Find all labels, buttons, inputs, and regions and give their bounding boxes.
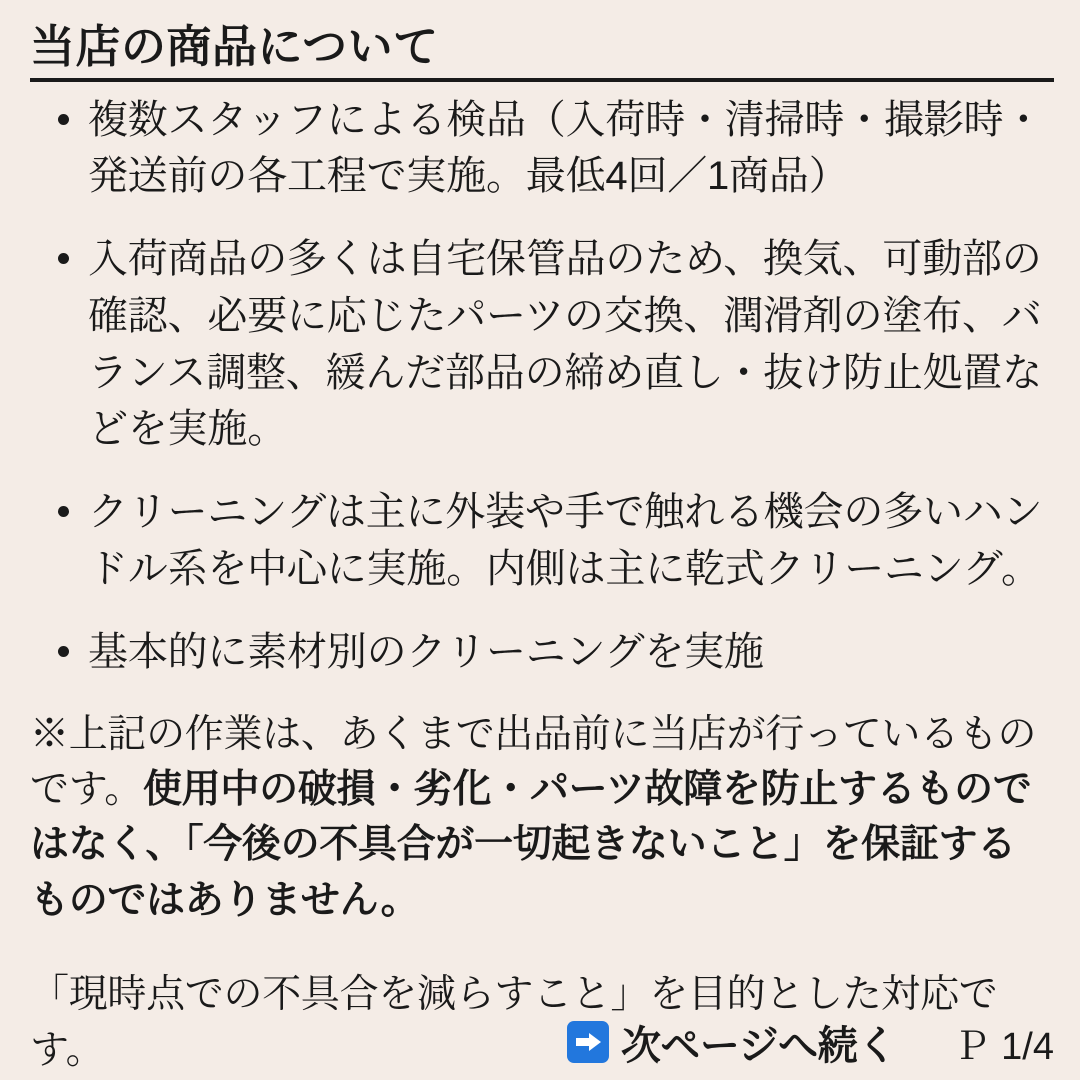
bullet-dot-icon	[58, 253, 69, 264]
list-item	[30, 92, 1054, 206]
arrow-right-icon	[567, 1021, 609, 1063]
disclaimer-paragraph	[30, 707, 1054, 929]
list-item-text: 複数スタッフによる検品（入荷時・清掃時・撮影時・発送前の各工程で実施。最低4回／1商品）	[88, 97, 1044, 199]
disclaimer-tail: 「現時点での不具合を減らすこと」を目的とした対応です。	[30, 973, 998, 1072]
next-page-indicator	[567, 1014, 897, 1071]
list-item	[30, 484, 1054, 598]
list-item	[30, 231, 1054, 458]
next-page-label: 次ページへ続く	[620, 1023, 897, 1068]
bullet-dot-icon	[58, 646, 69, 657]
page-footer	[0, 1010, 1080, 1074]
list-item	[30, 624, 1054, 681]
list-item-text: 入荷商品の多くは自宅保管品のため、換気、可動部の確認、必要に応じたパーツの交換、潤滑剤の塗布、バランス調整、緩んだ部品の締め直し・抜け防止処置などを実施。	[88, 237, 1042, 452]
bullet-dot-icon	[58, 114, 69, 125]
bullet-dot-icon	[58, 506, 69, 517]
list-item-text: 基本的に素材別のクリーニングを実施	[88, 629, 764, 674]
bullet-list	[30, 92, 1054, 681]
list-item-text: クリーニングは主に外装や手で触れる機会の多いハンドル系を中心に実施。内側は主に乾式クリーニング。	[88, 490, 1043, 592]
page-title: 当店の商品について	[30, 22, 1054, 82]
disclaimer-emphasis: 使用中の破損・劣化・パーツ故障を防止するものではなく、「今後の不具合が一切起きないこと」を保証するものではありません。	[30, 768, 1032, 922]
disclaimer-lead: ※上記の作業は、あくまで出品前に当店が行っているものです。	[30, 712, 1037, 812]
page-number: Ｐ 1/4	[952, 1025, 1054, 1068]
